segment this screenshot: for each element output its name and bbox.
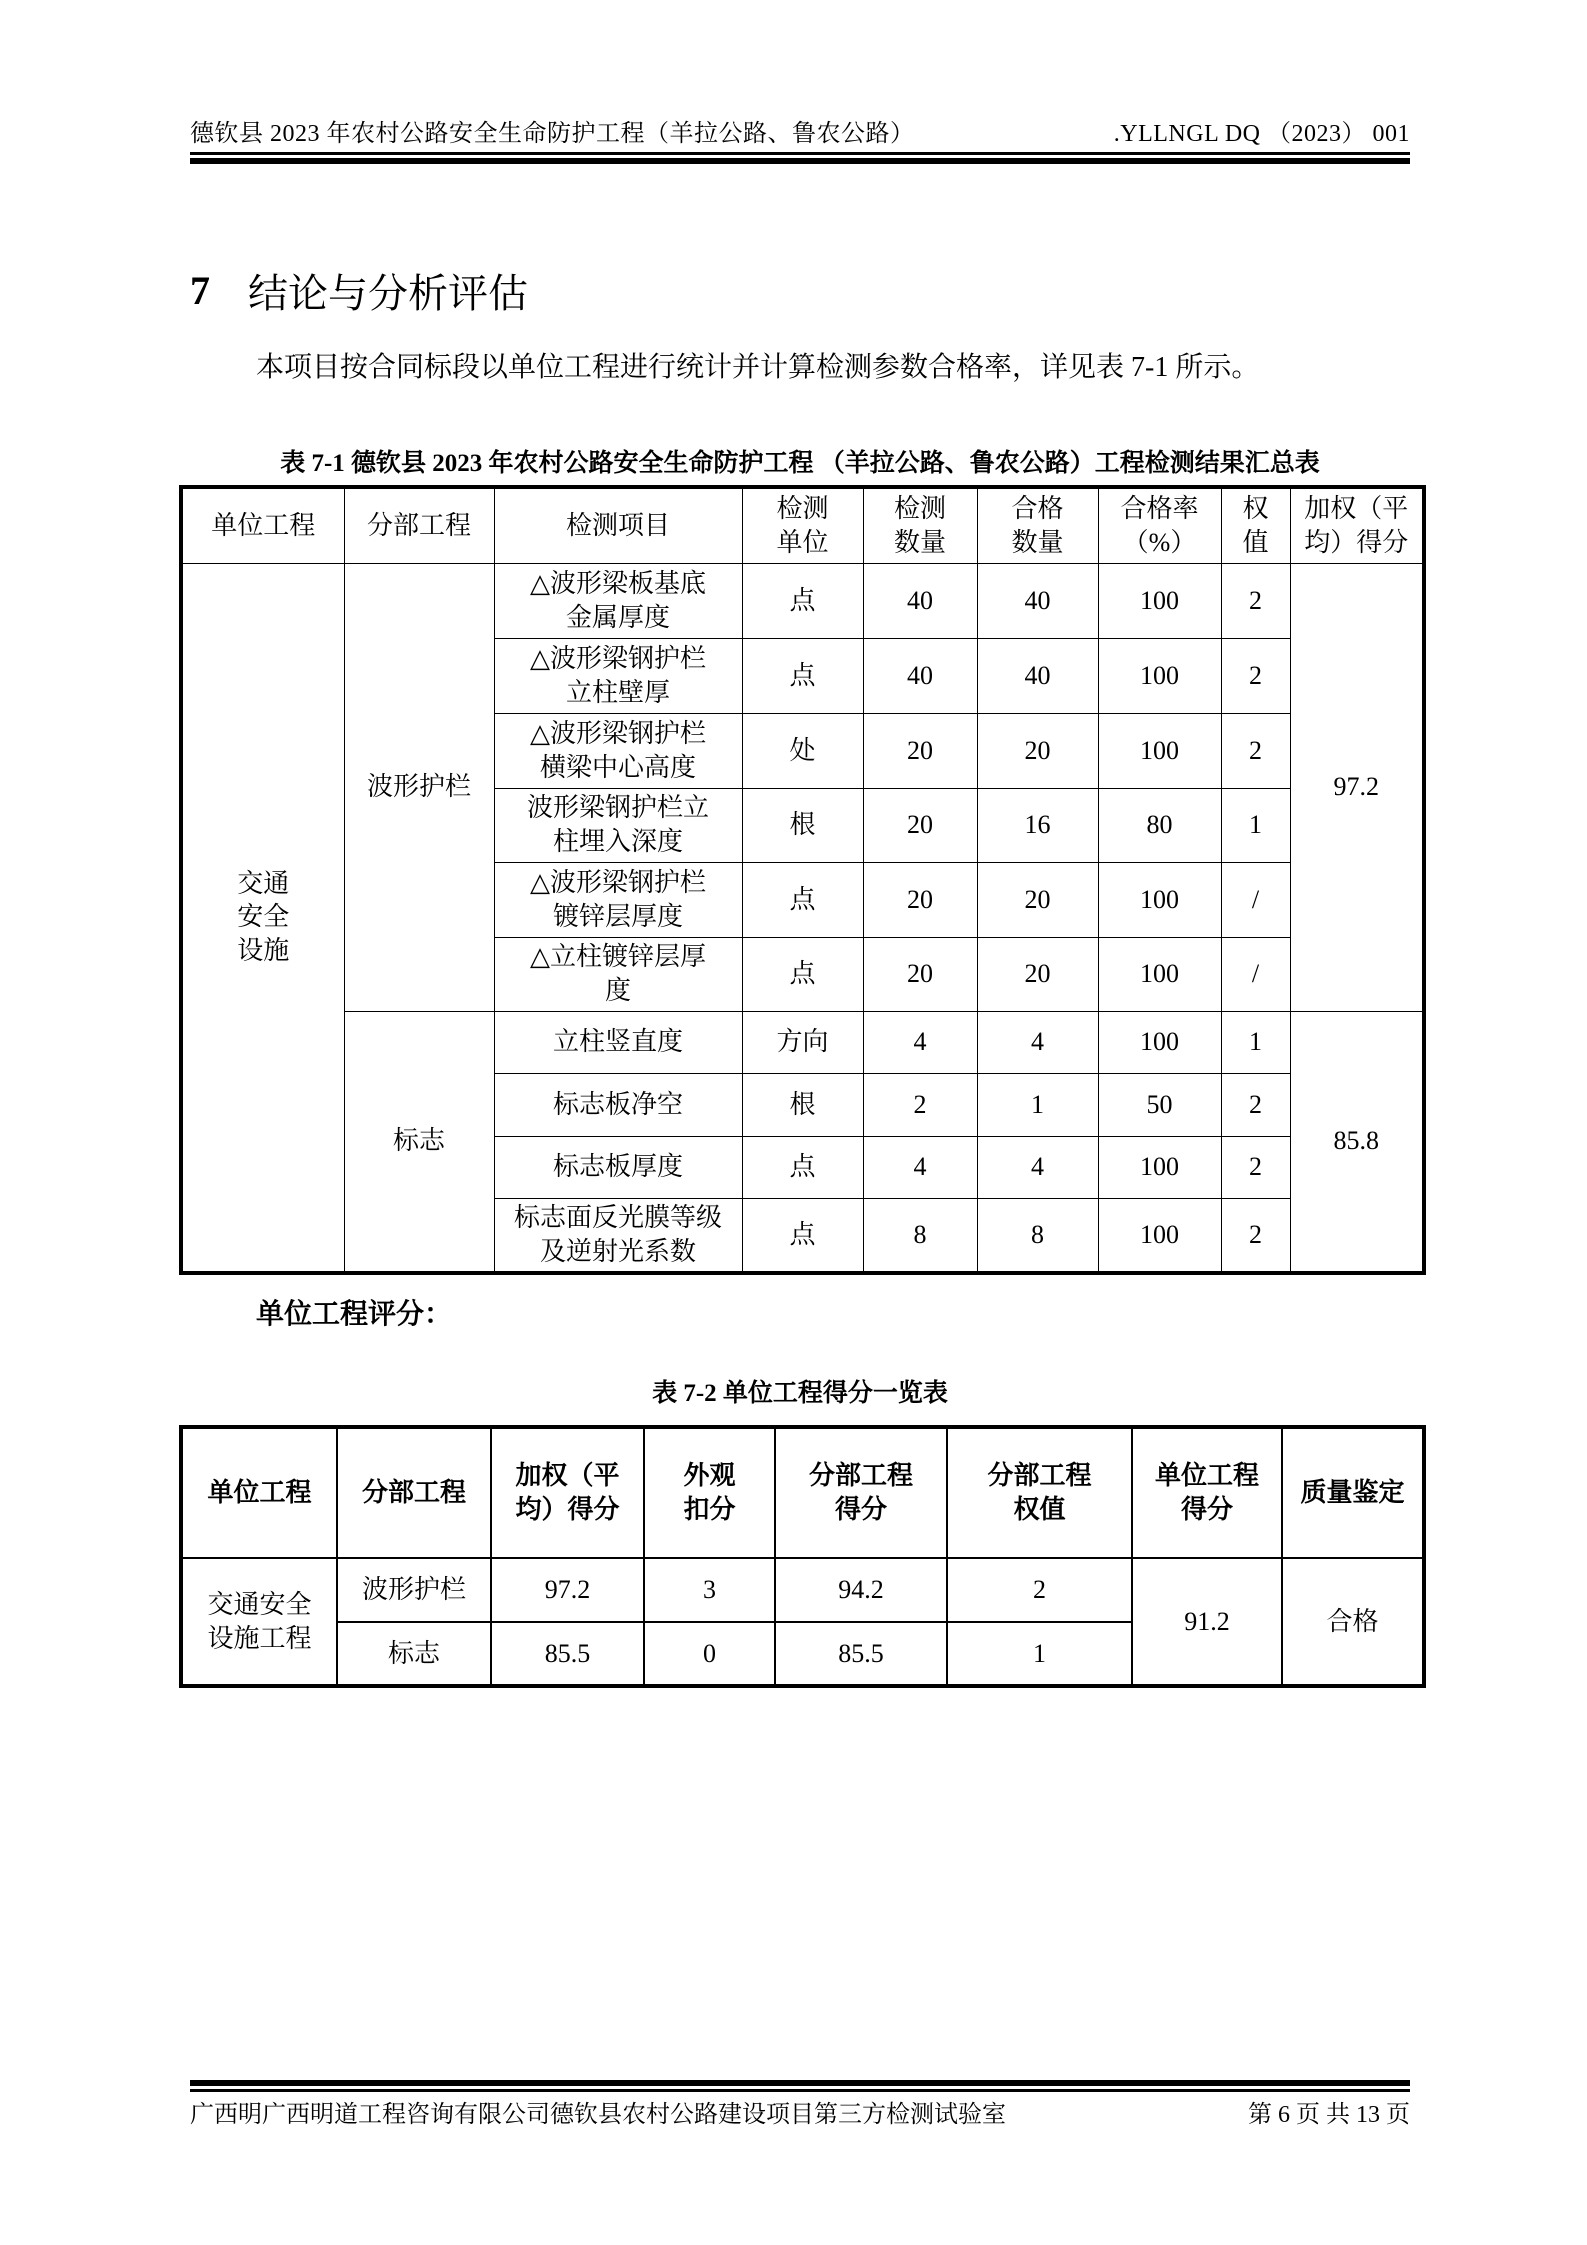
pass-rate-cell: 100 xyxy=(1098,862,1221,937)
header-title: 德钦县 2023 年农村公路安全生命防护工程（羊拉公路、鲁农公路） xyxy=(190,121,915,147)
count-cell: 20 xyxy=(863,713,977,788)
pass-rate-cell: 50 xyxy=(1098,1073,1221,1136)
unit-project-cell: 交通 安全 设施 xyxy=(181,563,344,1273)
pass-rate-cell: 80 xyxy=(1098,788,1221,862)
pass-rate-cell: 100 xyxy=(1098,1011,1221,1073)
sub-project-weight-cell: 2 xyxy=(947,1558,1132,1622)
unit-project-cell: 交通安全 设施工程 xyxy=(181,1558,337,1686)
column-header: 加权（平 均）得分 xyxy=(491,1427,644,1558)
column-header: 权 值 xyxy=(1221,487,1290,563)
inspection-item-cell: △波形梁钢护栏 横梁中心高度 xyxy=(494,713,742,788)
table-header-row xyxy=(181,1427,1424,1558)
pass-count-cell: 20 xyxy=(977,862,1098,937)
weight-cell: 1 xyxy=(1221,788,1290,862)
pass-rate-cell: 100 xyxy=(1098,638,1221,713)
unit-cell: 点 xyxy=(742,1198,863,1273)
weighted-score-cell: 85.8 xyxy=(1290,1011,1424,1273)
pass-rate-cell: 100 xyxy=(1098,563,1221,638)
weight-cell: 2 xyxy=(1221,1198,1290,1273)
sub-project-cell: 波形护栏 xyxy=(344,563,494,1011)
weight-cell: / xyxy=(1221,862,1290,937)
pass-rate-cell: 100 xyxy=(1098,713,1221,788)
header-rule-thin xyxy=(190,152,1410,155)
table2-caption: 表 7-2 单位工程得分一览表 xyxy=(652,1380,948,1407)
pass-rate-cell: 100 xyxy=(1098,937,1221,1011)
count-cell: 8 xyxy=(863,1198,977,1273)
column-header: 合格率 （%） xyxy=(1098,487,1221,563)
count-cell: 40 xyxy=(863,563,977,638)
column-header: 检测项目 xyxy=(494,487,742,563)
weighted-score-cell: 97.2 xyxy=(491,1558,644,1622)
weight-cell: 2 xyxy=(1221,1073,1290,1136)
appearance-deduction-cell: 0 xyxy=(644,1622,775,1686)
pass-rate-cell: 100 xyxy=(1098,1198,1221,1273)
footer-org: 广西明广西明道工程咨询有限公司德钦县农村公路建设项目第三方检测试验室 xyxy=(190,2102,1006,2128)
column-header: 合格 数量 xyxy=(977,487,1098,563)
section-heading xyxy=(190,262,528,319)
unit-cell: 点 xyxy=(742,1136,863,1198)
table1-caption: 表 7-1 德钦县 2023 年农村公路安全生命防护工程 （羊拉公路、鲁农公路）工程检测结果汇总表 xyxy=(280,450,1320,477)
inspection-item-cell: 波形梁钢护栏立 柱埋入深度 xyxy=(494,788,742,862)
sub-project-weight-cell: 1 xyxy=(947,1622,1132,1686)
sub-project-cell: 波形护栏 xyxy=(337,1558,491,1622)
column-header: 分部工程 xyxy=(337,1427,491,1558)
page-header xyxy=(190,112,1410,148)
pass-count-cell: 4 xyxy=(977,1136,1098,1198)
pass-count-cell: 20 xyxy=(977,937,1098,1011)
intro-paragraph: 本项目按合同标段以单位工程进行统计并计算检测参数合格率，详见表 7-1 所示。 xyxy=(256,352,1260,383)
inspection-item-cell: 立柱竖直度 xyxy=(494,1011,742,1073)
column-header: 检测 数量 xyxy=(863,487,977,563)
count-cell: 20 xyxy=(863,937,977,1011)
weight-cell: 2 xyxy=(1221,1136,1290,1198)
sub-project-score-cell: 94.2 xyxy=(775,1558,947,1622)
column-header: 分部工程 xyxy=(344,487,494,563)
weighted-score-cell: 85.5 xyxy=(491,1622,644,1686)
sub-project-cell: 标志 xyxy=(344,1011,494,1273)
column-header: 质量鉴定 xyxy=(1282,1427,1424,1558)
inspection-item-cell: 标志板厚度 xyxy=(494,1136,742,1198)
inspection-item-cell: △波形梁钢护栏 镀锌层厚度 xyxy=(494,862,742,937)
unit-cell: 点 xyxy=(742,638,863,713)
column-header: 分部工程 权值 xyxy=(947,1427,1132,1558)
inspection-results-table xyxy=(179,485,1426,1275)
inspection-item-cell: 标志板净空 xyxy=(494,1073,742,1136)
column-header: 分部工程 得分 xyxy=(775,1427,947,1558)
scoring-heading: 单位工程评分： xyxy=(256,1299,453,1330)
header-doc-number: .YLLNGL DQ （2023） 001 xyxy=(1113,121,1410,147)
count-cell: 2 xyxy=(863,1073,977,1136)
unit-project-score-cell: 91.2 xyxy=(1132,1558,1282,1686)
pass-count-cell: 8 xyxy=(977,1198,1098,1273)
inspection-item-cell: △波形梁板基底 金属厚度 xyxy=(494,563,742,638)
pass-count-cell: 16 xyxy=(977,788,1098,862)
unit-cell: 点 xyxy=(742,937,863,1011)
table-row xyxy=(181,563,1424,638)
pass-count-cell: 20 xyxy=(977,713,1098,788)
page-footer xyxy=(190,2094,1410,2129)
unit-cell: 根 xyxy=(742,788,863,862)
quality-rating-cell: 合格 xyxy=(1282,1558,1424,1686)
count-cell: 20 xyxy=(863,788,977,862)
weight-cell: / xyxy=(1221,937,1290,1011)
section-title: 结论与分析评估 xyxy=(248,271,528,316)
pass-count-cell: 1 xyxy=(977,1073,1098,1136)
sub-project-score-cell: 85.5 xyxy=(775,1622,947,1686)
section-number: 7 xyxy=(190,268,210,313)
weight-cell: 2 xyxy=(1221,638,1290,713)
weight-cell: 1 xyxy=(1221,1011,1290,1073)
pass-rate-cell: 100 xyxy=(1098,1136,1221,1198)
unit-cell: 方向 xyxy=(742,1011,863,1073)
weighted-score-cell: 97.2 xyxy=(1290,563,1424,1011)
table-row xyxy=(181,1011,1424,1073)
page-number: 第 6 页 共 13 页 xyxy=(1248,2102,1410,2128)
unit-cell: 点 xyxy=(742,862,863,937)
table-row xyxy=(181,1558,1424,1622)
column-header: 单位工程 得分 xyxy=(1132,1427,1282,1558)
column-header: 检测 单位 xyxy=(742,487,863,563)
pass-count-cell: 4 xyxy=(977,1011,1098,1073)
column-header: 加权（平 均）得分 xyxy=(1290,487,1424,563)
weight-cell: 2 xyxy=(1221,713,1290,788)
count-cell: 4 xyxy=(863,1011,977,1073)
inspection-item-cell: △立柱镀锌层厚 度 xyxy=(494,937,742,1011)
column-header: 外观 扣分 xyxy=(644,1427,775,1558)
unit-cell: 根 xyxy=(742,1073,863,1136)
pass-count-cell: 40 xyxy=(977,638,1098,713)
unit-cell: 处 xyxy=(742,713,863,788)
sub-project-cell: 标志 xyxy=(337,1622,491,1686)
header-rule-thick xyxy=(190,158,1410,164)
appearance-deduction-cell: 3 xyxy=(644,1558,775,1622)
inspection-item-cell: 标志面反光膜等级 及逆射光系数 xyxy=(494,1198,742,1273)
footer-rule-thick xyxy=(190,2080,1410,2086)
footer-rule-thin xyxy=(190,2089,1410,2092)
unit-cell: 点 xyxy=(742,563,863,638)
column-header: 单位工程 xyxy=(181,1427,337,1558)
count-cell: 4 xyxy=(863,1136,977,1198)
count-cell: 20 xyxy=(863,862,977,937)
unit-score-table xyxy=(179,1425,1426,1688)
pass-count-cell: 40 xyxy=(977,563,1098,638)
count-cell: 40 xyxy=(863,638,977,713)
weight-cell: 2 xyxy=(1221,563,1290,638)
inspection-item-cell: △波形梁钢护栏 立柱壁厚 xyxy=(494,638,742,713)
column-header: 单位工程 xyxy=(181,487,344,563)
table-header-row xyxy=(181,487,1424,563)
